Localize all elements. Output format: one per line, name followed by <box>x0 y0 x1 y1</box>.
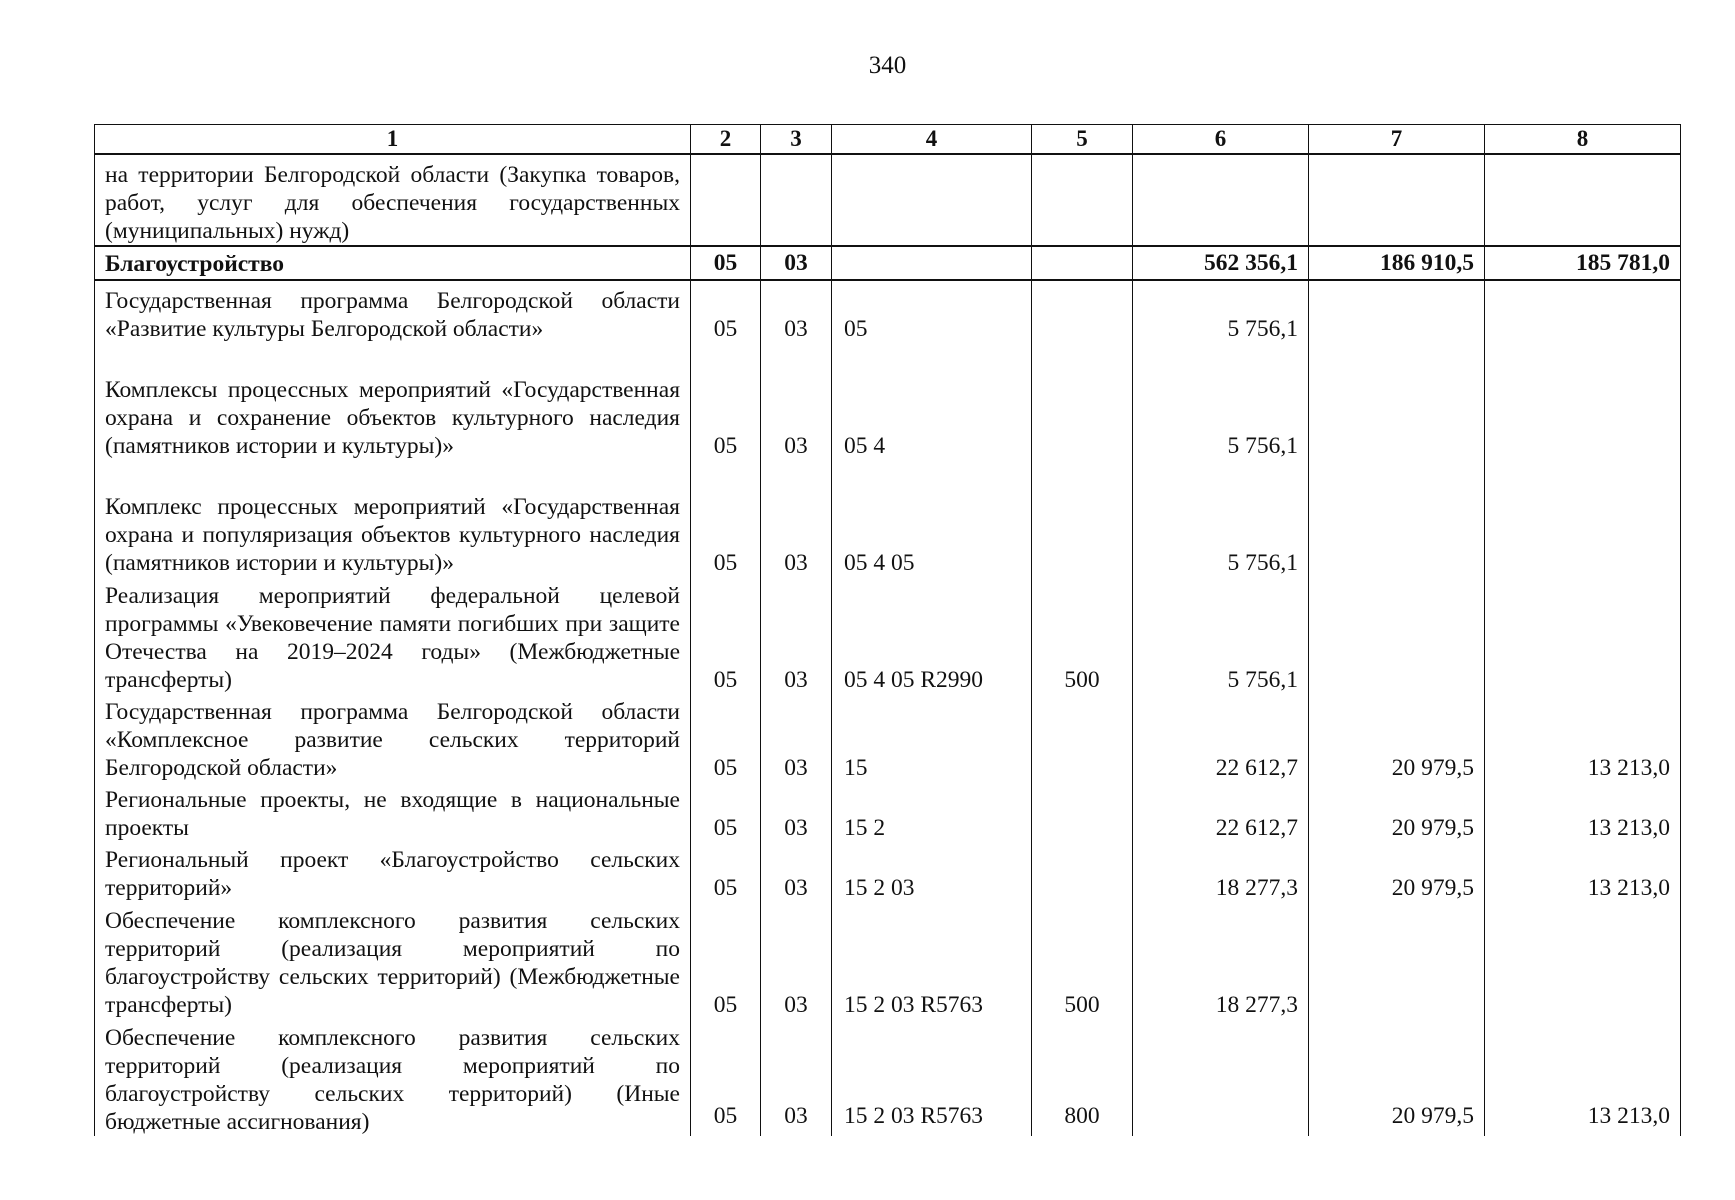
cell-target-item: 05 4 05 <box>832 460 1032 577</box>
cell-amount-7: 186 910,5 <box>1309 246 1485 280</box>
cell-amount-6: 5 756,1 <box>1133 577 1309 694</box>
cell-amount-8: 13 213,0 <box>1485 694 1681 782</box>
cell-target-item: 15 <box>832 694 1032 782</box>
cell-amount-6: 5 756,1 <box>1133 280 1309 343</box>
cell-subsection: 03 <box>761 842 832 902</box>
cell-amount-8: 13 213,0 <box>1485 782 1681 842</box>
table-row <box>95 577 1681 694</box>
cell-section: 05 <box>691 343 761 460</box>
cell-section: 05 <box>691 460 761 577</box>
cell-expense-type <box>1032 154 1133 246</box>
row-description: на территории Белгородской области (Закупка товаров, работ, услуг для обеспечения государственных (муниципальных) нужд) <box>95 154 691 246</box>
cell-subsection: 03 <box>761 460 832 577</box>
row-description: Обеспечение комплексного развития сельских территорий (реализация мероприятий по благоустройству сельских территорий) (Межбюджетные трансферты) <box>95 902 691 1019</box>
row-description: Комплекс процессных мероприятий «Государственная охрана и популяризация объектов культурного наследия (памятников истории и культуры)» <box>95 460 691 577</box>
column-header-5: 5 <box>1032 125 1133 155</box>
budget-table <box>94 124 1681 1136</box>
cell-expense-type <box>1032 842 1133 902</box>
cell-section: 05 <box>691 902 761 1019</box>
cell-amount-7 <box>1309 577 1485 694</box>
cell-expense-type <box>1032 280 1133 343</box>
cell-amount-8 <box>1485 460 1681 577</box>
column-header-7: 7 <box>1309 125 1485 155</box>
cell-amount-7 <box>1309 902 1485 1019</box>
table-row <box>95 154 1681 246</box>
cell-subsection <box>761 154 832 246</box>
cell-amount-6: 562 356,1 <box>1133 246 1309 280</box>
row-description: Региональные проекты, не входящие в национальные проекты <box>95 782 691 842</box>
cell-section: 05 <box>691 782 761 842</box>
cell-amount-8 <box>1485 577 1681 694</box>
cell-subsection: 03 <box>761 577 832 694</box>
table-row <box>95 460 1681 577</box>
cell-amount-7 <box>1309 154 1485 246</box>
cell-expense-type <box>1032 782 1133 842</box>
cell-amount-7 <box>1309 343 1485 460</box>
table-row <box>95 782 1681 842</box>
row-description: Благоустройство <box>95 246 691 280</box>
cell-target-item: 05 4 05 R2990 <box>832 577 1032 694</box>
cell-expense-type <box>1032 460 1133 577</box>
cell-amount-8 <box>1485 902 1681 1019</box>
table-row <box>95 842 1681 902</box>
page-number: 340 <box>868 52 907 79</box>
cell-amount-7: 20 979,5 <box>1309 1019 1485 1136</box>
cell-amount-6: 22 612,7 <box>1133 782 1309 842</box>
cell-amount-6: 5 756,1 <box>1133 343 1309 460</box>
cell-amount-6 <box>1133 154 1309 246</box>
cell-amount-8 <box>1485 280 1681 343</box>
cell-section: 05 <box>691 694 761 782</box>
cell-subsection: 03 <box>761 1019 832 1136</box>
cell-amount-6: 18 277,3 <box>1133 842 1309 902</box>
cell-amount-7: 20 979,5 <box>1309 694 1485 782</box>
cell-amount-7 <box>1309 280 1485 343</box>
cell-amount-8 <box>1485 343 1681 460</box>
table-row-total <box>95 246 1681 280</box>
table-row <box>95 280 1681 343</box>
cell-subsection: 03 <box>761 246 832 280</box>
cell-amount-8 <box>1485 154 1681 246</box>
cell-target-item: 15 2 03 R5763 <box>832 1019 1032 1136</box>
cell-section <box>691 154 761 246</box>
cell-subsection: 03 <box>761 280 832 343</box>
cell-amount-8: 13 213,0 <box>1485 1019 1681 1136</box>
cell-amount-6: 18 277,3 <box>1133 902 1309 1019</box>
column-header-2: 2 <box>691 125 761 155</box>
cell-expense-type <box>1032 343 1133 460</box>
row-description: Комплексы процессных мероприятий «Государственная охрана и сохранение объектов культурного наследия (памятников истории и культуры)» <box>95 343 691 460</box>
cell-amount-6: 5 756,1 <box>1133 460 1309 577</box>
cell-target-item: 15 2 03 R5763 <box>832 902 1032 1019</box>
row-description: Государственная программа Белгородской области «Развитие культуры Белгородской области» <box>95 280 691 343</box>
row-description: Государственная программа Белгородской области «Комплексное развитие сельских территорий Белгородской области» <box>95 694 691 782</box>
cell-expense-type <box>1032 694 1133 782</box>
table-row <box>95 902 1681 1019</box>
cell-subsection: 03 <box>761 902 832 1019</box>
cell-section: 05 <box>691 280 761 343</box>
cell-amount-8: 13 213,0 <box>1485 842 1681 902</box>
cell-expense-type: 500 <box>1032 577 1133 694</box>
cell-expense-type: 500 <box>1032 902 1133 1019</box>
cell-amount-7 <box>1309 460 1485 577</box>
column-header-3: 3 <box>761 125 832 155</box>
row-description: Реализация мероприятий федеральной целевой программы «Увековечение памяти погибших при защите Отечества на 2019–2024 годы» (Межбюджетные трансферты) <box>95 577 691 694</box>
cell-section: 05 <box>691 842 761 902</box>
cell-target-item: 05 <box>832 280 1032 343</box>
cell-target-item <box>832 154 1032 246</box>
cell-section: 05 <box>691 246 761 280</box>
cell-amount-8: 185 781,0 <box>1485 246 1681 280</box>
cell-target-item: 05 4 <box>832 343 1032 460</box>
table-body <box>95 154 1681 1136</box>
cell-expense-type: 800 <box>1032 1019 1133 1136</box>
cell-section: 05 <box>691 577 761 694</box>
cell-subsection: 03 <box>761 343 832 460</box>
row-description: Региональный проект «Благоустройство сельских территорий» <box>95 842 691 902</box>
cell-target-item: 15 2 <box>832 782 1032 842</box>
cell-section: 05 <box>691 1019 761 1136</box>
cell-subsection: 03 <box>761 694 832 782</box>
cell-target-item <box>832 246 1032 280</box>
table-header <box>95 125 1681 155</box>
cell-amount-7: 20 979,5 <box>1309 782 1485 842</box>
cell-amount-6: 22 612,7 <box>1133 694 1309 782</box>
column-header-8: 8 <box>1485 125 1681 155</box>
table-row <box>95 343 1681 460</box>
column-header-6: 6 <box>1133 125 1309 155</box>
cell-subsection: 03 <box>761 782 832 842</box>
cell-amount-7: 20 979,5 <box>1309 842 1485 902</box>
column-header-1: 1 <box>95 125 691 155</box>
table-row <box>95 1019 1681 1136</box>
column-header-4: 4 <box>832 125 1032 155</box>
table-row <box>95 694 1681 782</box>
row-description: Обеспечение комплексного развития сельских территорий (реализация мероприятий по благоустройству сельских территорий) (Иные бюджетные ассигнования) <box>95 1019 691 1136</box>
cell-expense-type <box>1032 246 1133 280</box>
cell-target-item: 15 2 03 <box>832 842 1032 902</box>
cell-amount-6 <box>1133 1019 1309 1136</box>
